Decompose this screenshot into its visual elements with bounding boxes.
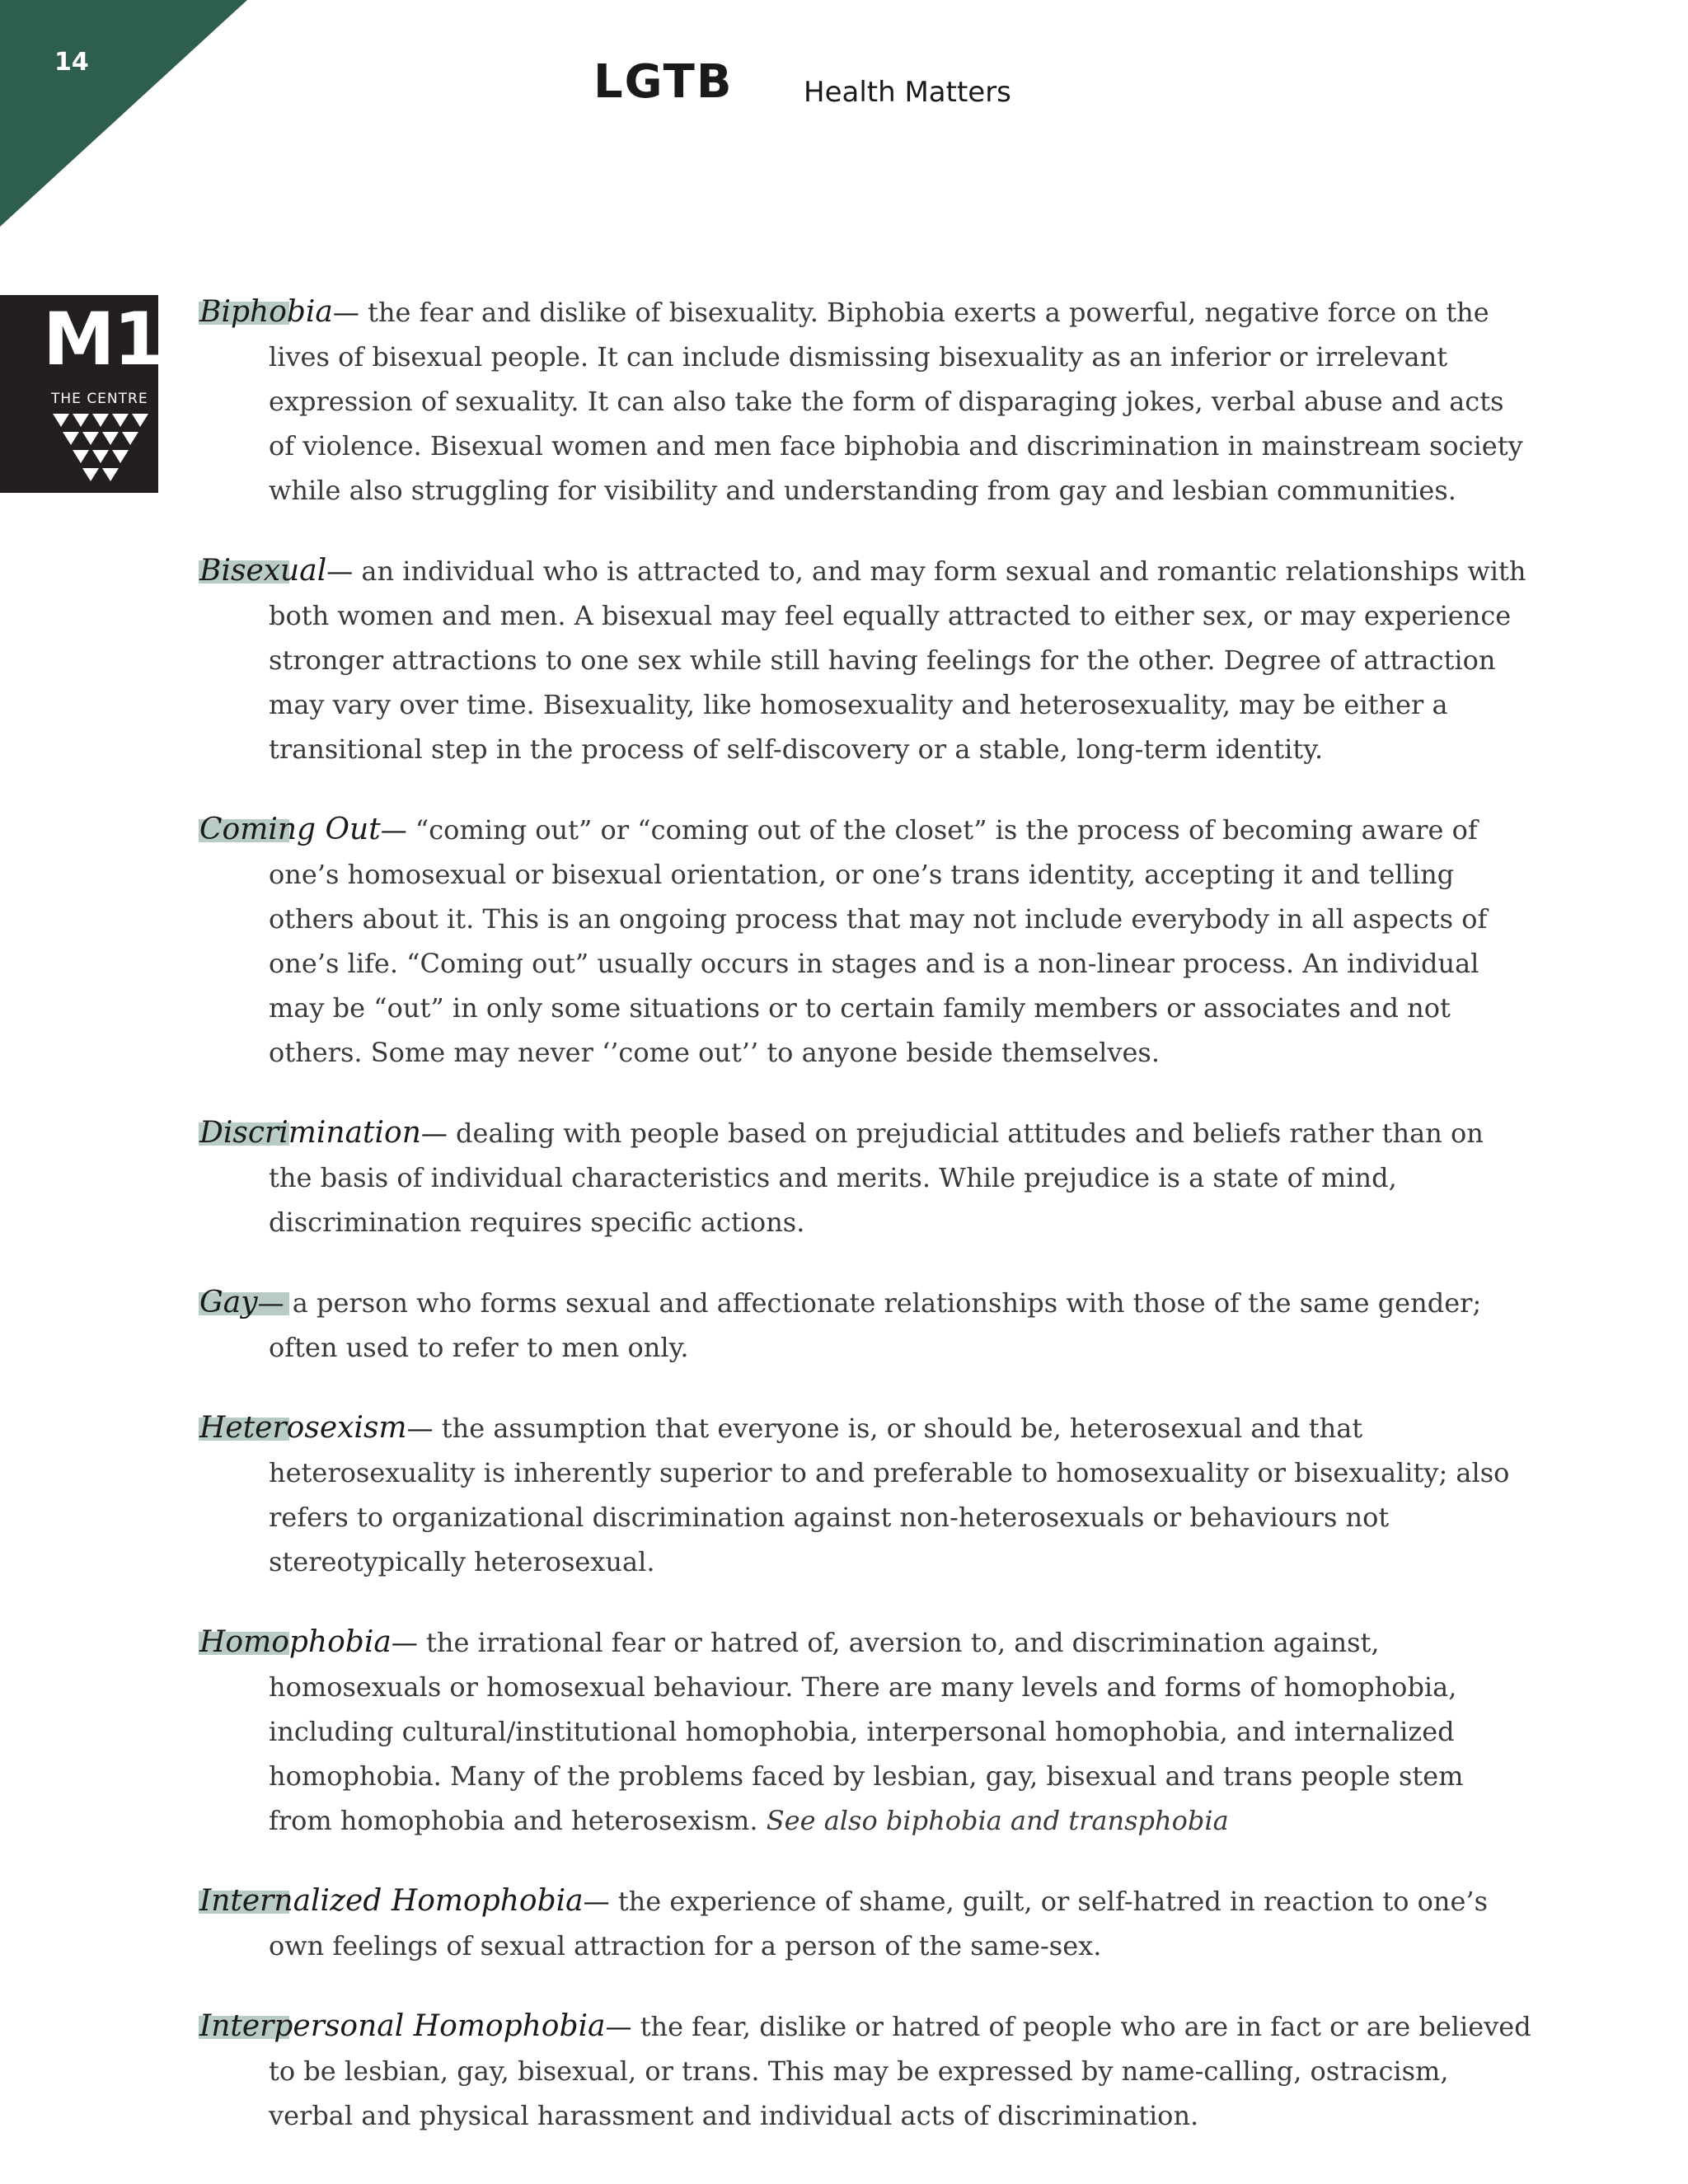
glossary-term: Internalized Homophobia [199,1884,584,1918]
term-dash: — [326,555,354,587]
logo-main: LGTB [593,55,734,109]
glossary-definition: the experience of shame, guilt, or self-hatred in reaction to one’s own feelings of sexual attraction for a person of the same-sex. [269,1886,1489,1961]
glossary-term: Biphobia [199,295,333,329]
term-dash: — [332,297,359,328]
glossary-entry [199,1620,1535,1843]
see-also-note: See also biphobia and transphobia [766,1805,1229,1836]
glossary-entry [199,808,1535,1075]
glossary [199,290,1535,2174]
term-dash: — [583,1886,610,1917]
glossary-term: Coming Out [199,813,381,846]
glossary-entry [199,1406,1535,1584]
logo [593,53,1088,135]
glossary-entry [199,549,1535,771]
glossary-definition: the fear and dislike of bisexuality. Biphobia exerts a powerful, negative force on the lives of bisexual people. It can include dismissing bisexuality as an inferior or irrelevant expression of sexuality. It can also take the form of disparaging jokes, verbal abuse and acts of violence. Bisexual women and men face biphobia and discrimination in mainstream society while also struggling for visibility and understanding from gay and lesbian communities. [269,297,1523,506]
glossary-definition: a person who forms sexual and affectionate relationships with those of the same gender; often used to refer to men only. [269,1287,1482,1363]
glossary-definition: the fear, dislike or hatred of people who are in fact or are believed to be lesbian, gay, bisexual, or trans. This may be expressed by name-calling, ostracism, verbal and physical harassment and individual acts of discrimination. [269,2011,1531,2131]
glossary-entry [199,290,1535,513]
glossary-term: Discrimination [199,1116,421,1150]
glossary-definition: an individual who is attracted to, and may form sexual and romantic relationships with both women and men. A bisexual may feel equally attracted to either sex, or may experience stronger attractions to one sex while still having feelings for the other. Degree of attraction may vary over time. Bisexuality, like homosexuality and heterosexuality, may be either a transitional step in the process of self-discovery or a stable, long-term identity. [269,555,1526,765]
term-dash: — [420,1118,448,1149]
glossary-term: Heterosexism [199,1411,407,1445]
glossary-entry [199,1879,1535,1968]
logo-sub: Health Matters [804,76,1011,109]
glossary-entry [199,2004,1535,2138]
glossary-definition: the assumption that everyone is, or should be, heterosexual and that heterosexuality is inherently superior to and preferable to homosexuality or bisexuality; also refers to organizational discrimination against non-heterosexuals or behaviours not stereotypically heterosexual. [269,1413,1510,1577]
glossary-entry [199,1111,1535,1244]
glossary-term: Gay [199,1286,258,1319]
term-dash: — [380,814,407,846]
glossary-term: Interpersonal Homophobia [199,2009,606,2043]
term-dash: — [605,2011,632,2042]
module-badge [0,295,162,493]
glossary-definition: “coming out” or “coming out of the closet” is the process of becoming aware of one’s homosexual or bisexual orientation, or one’s trans identity, accepting it and telling others about it. This is an ongoing process that may not include everybody in all aspects of one’s life. “Coming out” usually occurs in stages and is a non-linear process. An individual may be “out” in only some situations or to certain family members or associates and not others. Some may never ‘’come out’’ to anyone beside themselves. [269,814,1488,1068]
triangle-logo-icon [51,410,150,490]
module-label: M1 [43,297,162,382]
glossary-term: Bisexual [199,554,327,588]
glossary-definition: the irrational fear or hatred of, aversion to, and discrimination against, homosexuals or homosexual behaviour. There are many levels and forms of homophobia, including cultural/institutional homophobia, interpersonal homophobia, and internalized homophobia. Many of the problems faced by lesbian, gay, bisexual and trans people stem from homophobia and heterosexism. [269,1627,1464,1836]
glossary-term: Homophobia [199,1625,392,1659]
term-dash: — [406,1413,434,1444]
org-label: THE CENTRE [51,391,148,407]
corner-triangle [0,0,247,227]
glossary-entry [199,1281,1535,1370]
glossary-definition: dealing with people based on prejudicial attitudes and beliefs rather than on the basis of individual characteristics and merits. While prejudice is a state of mind, discrimination requires specific actions. [269,1118,1484,1238]
term-dash: — [391,1627,418,1658]
term-dash: — [257,1287,284,1319]
page-number: 14 [54,48,89,77]
